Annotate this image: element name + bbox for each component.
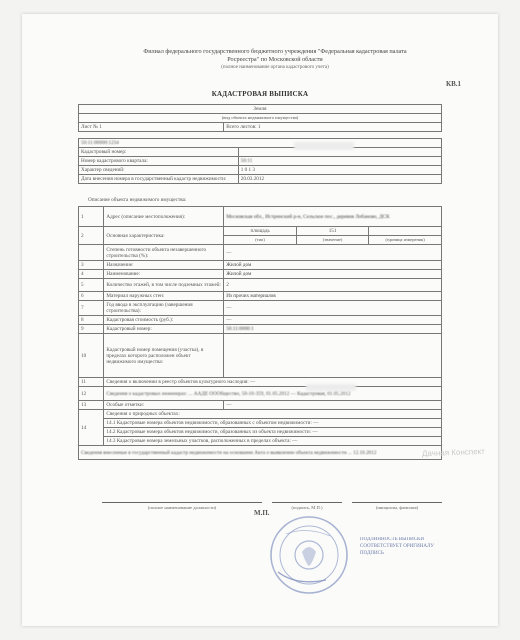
main-characteristic-subtable xyxy=(224,227,441,244)
signature-caption-sign: (подпись, М.П.) xyxy=(291,505,323,510)
signature-caption-name: (инициалы, фамилия) xyxy=(375,505,419,510)
redacted-area xyxy=(306,384,356,391)
row-label: Количество этажей, в том числе подземных этажей: xyxy=(104,279,224,292)
row-label: Назначение: xyxy=(104,261,224,270)
stamp-text-line: ПОДПИСЬ xyxy=(360,551,384,556)
row-label: Сведения о природных объектах: xyxy=(104,410,442,419)
row-value: — xyxy=(224,245,442,261)
row-label: Особые отметки: xyxy=(104,401,224,410)
row-value-text: — xyxy=(312,429,318,435)
row-value: Жилой дом xyxy=(224,270,442,279)
row-num: 14 xyxy=(79,410,104,446)
address-value: Московская обл., Истринский р-н, Сельское пос., деревня Лобаново, ДСК xyxy=(224,207,442,227)
row-num xyxy=(79,245,104,261)
sheet-total: Всего листов: 1 xyxy=(224,123,442,132)
section-label: Описание объекта недвижимого имущества: xyxy=(88,197,187,203)
char-type-caption: (тип) xyxy=(224,236,296,245)
row-num: 6 xyxy=(79,292,104,301)
row-label: Кадастровый номер помещения (участка), в пределах которого расположен объект недвижимого имущества: xyxy=(104,334,224,378)
redacted-area xyxy=(294,142,354,150)
row-value-text: — xyxy=(250,379,256,385)
issuing-authority-header xyxy=(110,48,440,72)
form-code: КВ.1 xyxy=(446,80,461,88)
header-line-2: Росреестра" по Московской области xyxy=(227,56,323,63)
row-label: Материал наружных стен: xyxy=(104,292,224,301)
signature-line-name xyxy=(352,502,442,503)
row-label xyxy=(104,378,442,387)
row-num: 4 xyxy=(79,270,104,279)
row-value: — xyxy=(224,316,442,325)
char-unit-blank xyxy=(369,227,441,236)
row-value: — xyxy=(224,401,442,410)
object-type-table xyxy=(78,104,442,132)
row-num: 3 xyxy=(79,261,104,270)
row-value: — xyxy=(224,301,442,316)
char-type: площадь xyxy=(224,227,296,236)
info-label-4: Дата внесения номера в государственный кадастр недвижимости: xyxy=(79,175,239,184)
row-num: 12 xyxy=(79,387,104,401)
row-value: Жилой дом xyxy=(224,261,442,270)
info-label-1: Кадастровый номер: xyxy=(79,148,239,157)
row-label xyxy=(104,437,442,446)
row-label: Кадастровый номер: xyxy=(104,325,224,334)
info-value-3: 1 0 1 3 xyxy=(238,166,441,175)
row-label-text: Кадастровые номера объектов недвижимости, образованных из объекта недвижимости: xyxy=(116,429,312,435)
row-label-text: Кадастровые номера земельных участков, расположенных в пределах объекта: xyxy=(116,438,291,444)
row-num: 10 xyxy=(79,334,104,378)
row-label-text: Сведения о включении в реестр объектов культурного наследия: xyxy=(106,379,249,385)
header-line-1: Филиал федерального государственного бюджетного учреждения "Федеральная кадастровая палата xyxy=(143,48,407,55)
row-num: 11 xyxy=(79,378,104,387)
seal-place-mark: М.П. xyxy=(254,509,270,517)
stamp-inscription xyxy=(360,536,470,557)
info-value-4: 20.03.2012 xyxy=(238,175,441,184)
row-label: Степень готовности объекта незавершенного строительства (%): xyxy=(104,245,224,261)
char-value-caption: (значение) xyxy=(296,236,368,245)
row-label xyxy=(104,419,442,428)
row-num: 8 xyxy=(79,316,104,325)
char-value: 151 xyxy=(296,227,368,236)
row-label: Адрес (описание местоположения): xyxy=(104,207,224,227)
info-row-0: 50:11:00000:1234 xyxy=(79,139,442,148)
main-characteristic-cell xyxy=(224,227,442,245)
stamp-text-line: ПОДЛИННОСТЬ ВЫПИСКИ xyxy=(360,537,424,542)
row-subnum: 14.2 xyxy=(106,429,116,435)
row-label: Год ввода в эксплуатацию (завершения строительства): xyxy=(104,301,224,316)
object-description-table xyxy=(78,206,442,460)
row-value: 50:11:0000:1 xyxy=(224,325,442,334)
row-label: Основная характеристика: xyxy=(104,227,224,245)
info-label-2: Номер кадастрового квартала: xyxy=(79,157,239,166)
signature-line-position xyxy=(102,502,262,503)
row-label xyxy=(104,428,442,437)
document-sheet xyxy=(22,14,498,626)
row-num: 5 xyxy=(79,279,104,292)
row-value: Из прочих материалов xyxy=(224,292,442,301)
info-value-2: 50:11 xyxy=(238,157,441,166)
row-label: Кадастровая стоимость (руб.): xyxy=(104,316,224,325)
row-label: Сведения о кадастровых инженерах: ... ААДЕ ОООбщество, 50-10-359, 01.05.2012 — Кадастровая, 01.05.2012 xyxy=(104,387,442,401)
header-line-3: (полное наименование органа кадастрового учета) xyxy=(221,65,329,70)
row-num: 7 xyxy=(79,301,104,316)
identification-table xyxy=(78,138,442,184)
watermark: Дачная Конспект xyxy=(421,446,485,459)
row-value-text: — xyxy=(292,438,298,444)
row-subnum: 14.1 xyxy=(106,420,116,426)
row-label: Сведения внесенные в государственный кадастр недвижимости на основании Акта о выявлении объекта недвижимости ... 12.10.2012 xyxy=(79,446,442,460)
row-value xyxy=(224,334,442,378)
object-type-caption: (вид объекта недвижимого имущества) xyxy=(79,114,442,123)
row-value: 2 xyxy=(224,279,442,292)
row-num: 1 xyxy=(79,207,104,227)
row-num: 2 xyxy=(79,227,104,245)
official-seal-stamp xyxy=(266,512,352,598)
char-unit-caption: (единица измерения) xyxy=(385,237,425,242)
row-label-text: Кадастровые номера объектов недвижимости, образованных с объектом недвижимости: xyxy=(116,420,312,426)
row-label: Наименование: xyxy=(104,270,224,279)
info-label-3: Характер сведений: xyxy=(79,166,239,175)
row-num: 13 xyxy=(79,401,104,410)
signature-caption-position: (полное наименование должности) xyxy=(147,505,217,510)
stamp-text-line: СООТВЕТСТВУЕТ ОРИГИНАЛУ xyxy=(360,544,434,549)
row-num: 9 xyxy=(79,325,104,334)
row-subnum: 14.3 xyxy=(106,438,116,444)
signature-line-sign xyxy=(272,502,342,503)
object-type-value: Земля xyxy=(79,105,442,114)
sheet-number: Лист № 1 xyxy=(79,123,224,132)
row-value-text: — xyxy=(313,420,319,426)
document-title: КАДАСТРОВАЯ ВЫПИСКА xyxy=(211,90,309,98)
